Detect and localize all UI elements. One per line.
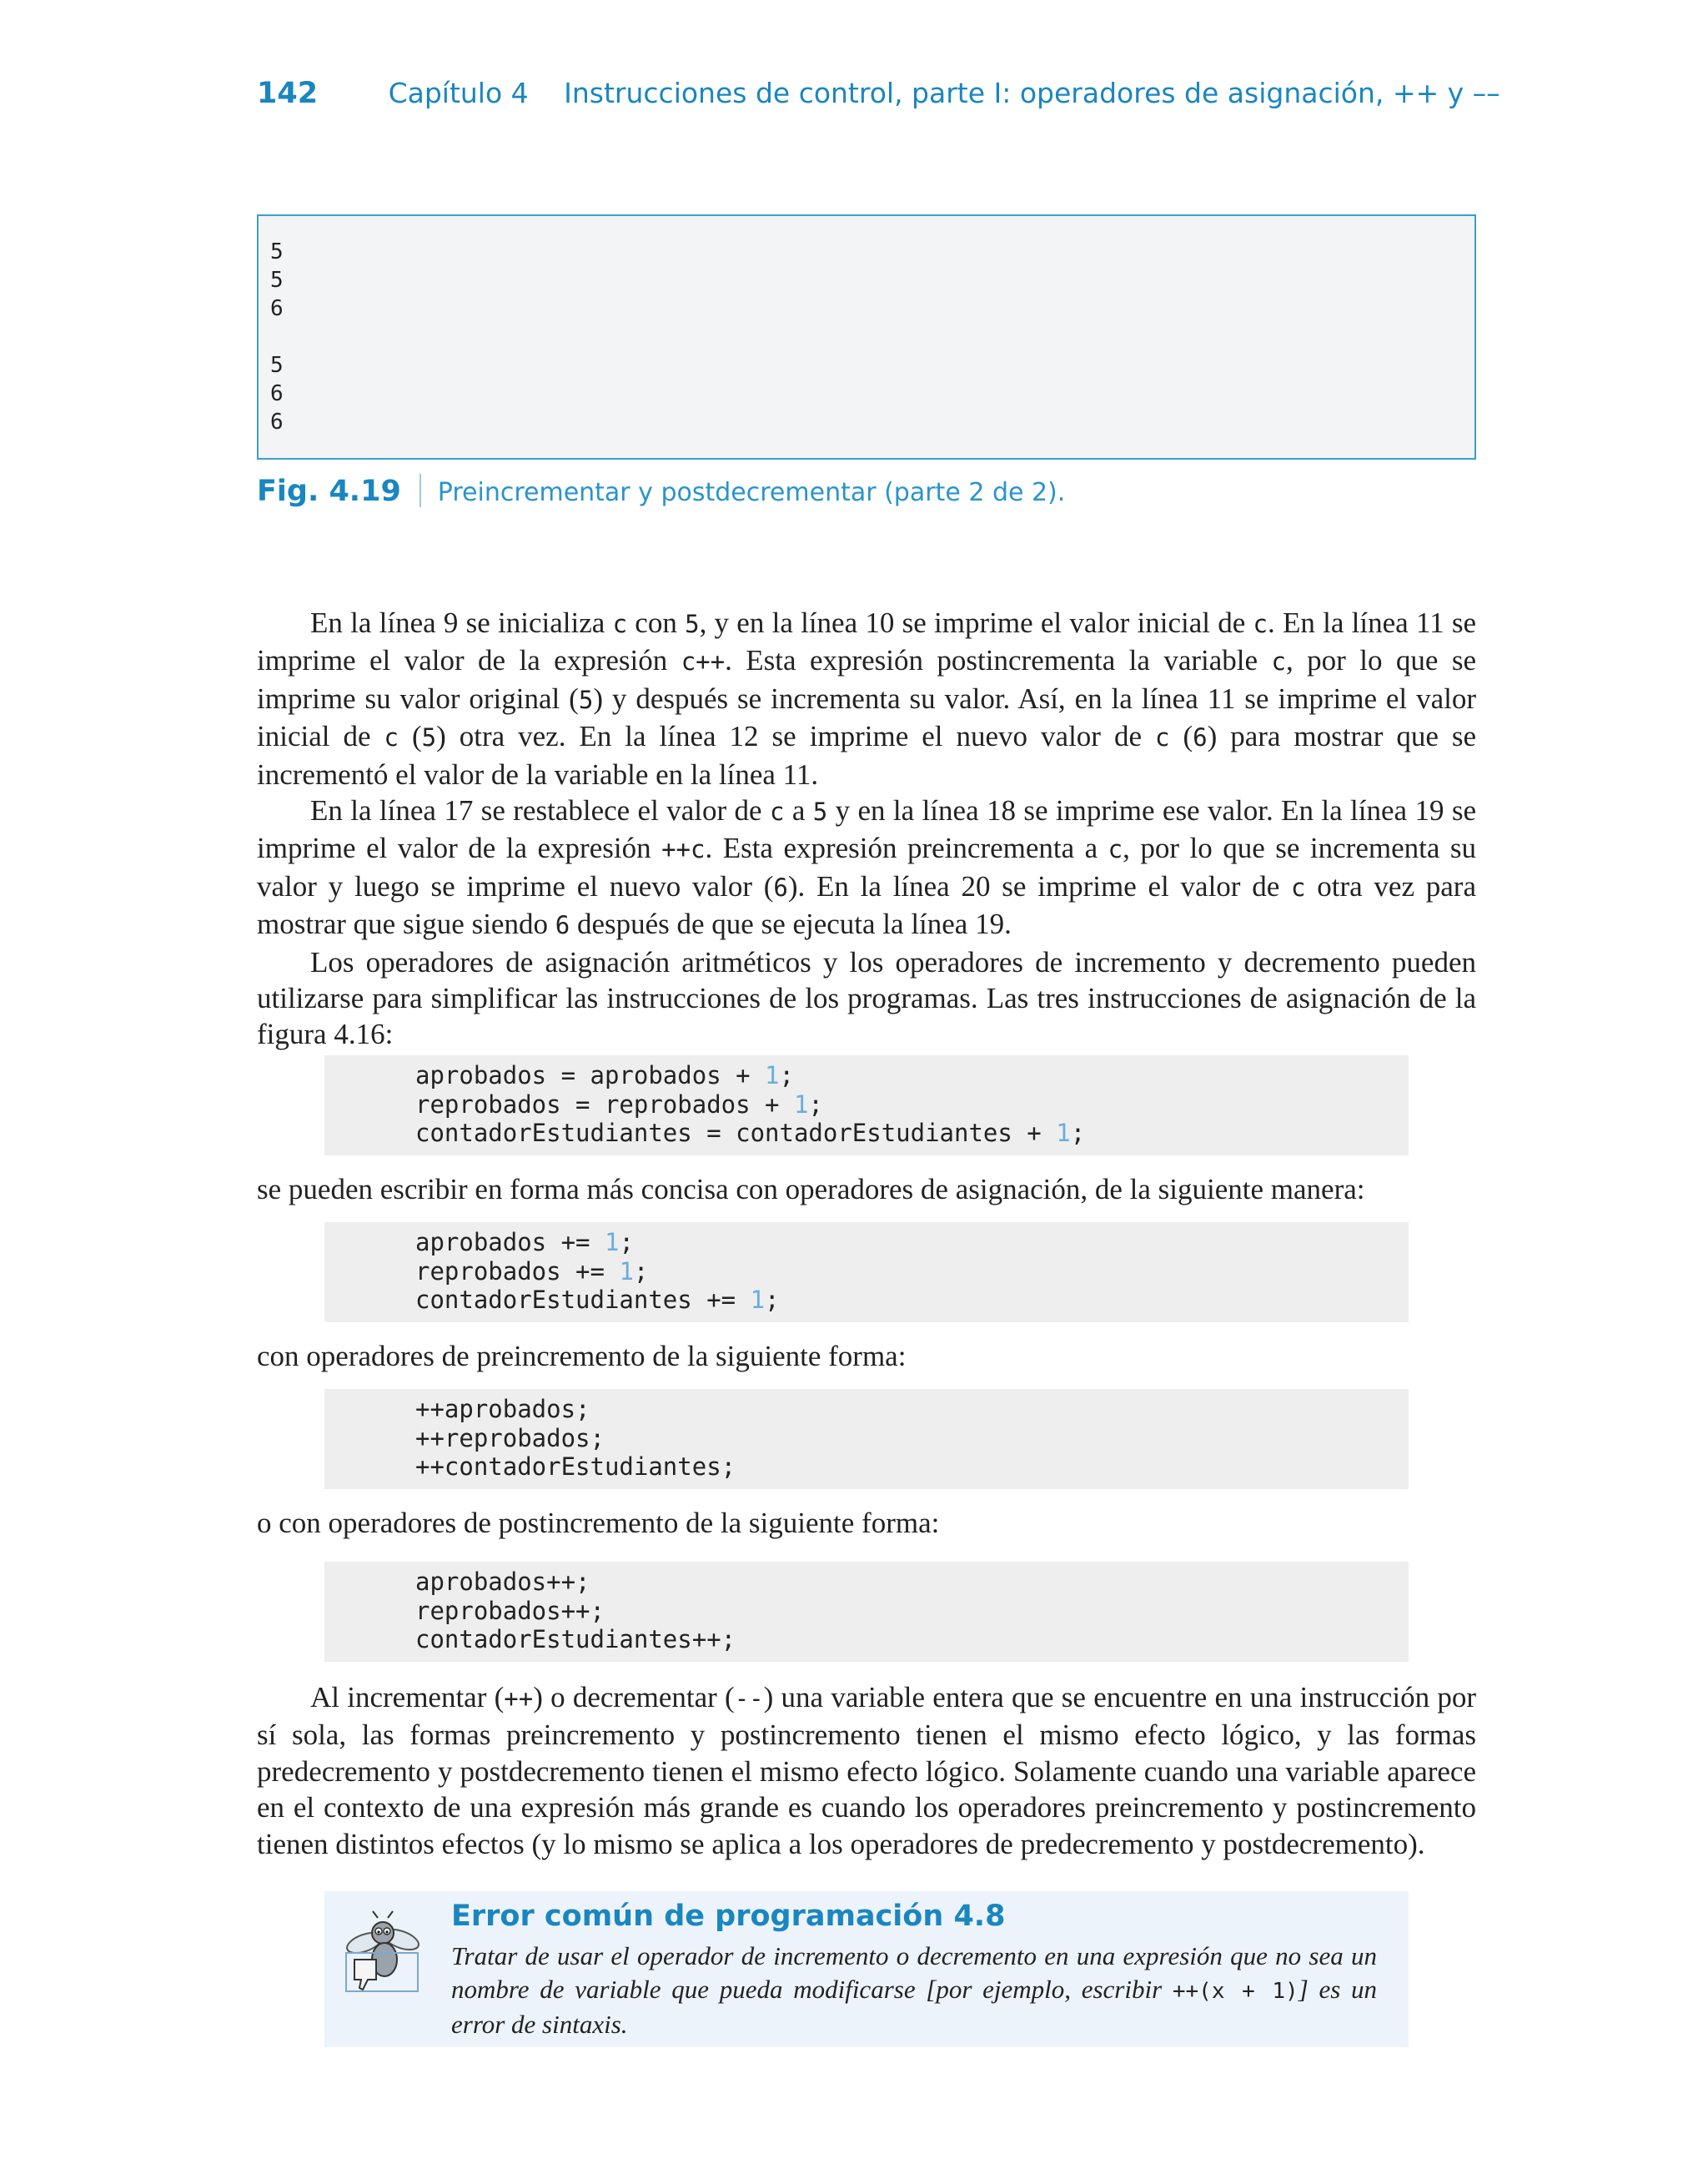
program-output-box <box>257 214 1476 460</box>
common-error-tip <box>324 1891 1409 2047</box>
body-text-block-4 <box>257 1505 1476 1541</box>
paragraph-6: o con operadores de postincremento de la siguiente forma: <box>257 1507 940 1539</box>
figure-caption <box>257 474 1065 508</box>
paragraph-4: se pueden escribir en forma más concisa con operadores de asignación, de la siguiente manera: <box>257 1173 1365 1205</box>
body-text-block-2 <box>257 1171 1476 1207</box>
code-line: aprobados += 1; <box>415 1228 634 1256</box>
paragraph-7: Al incrementar (++) o decrementar (--) una variable entera que se encuentre en una instrucción por sí sola, las formas preincremento y postincremento tienen el mismo efecto lógico, y las formas predecremento y postdecremento tienen el mismo efecto lógico. Solamente cuando una variable aparece en el contexto de una expresión más grande es cuando los operadores preincremento y postincremento tienen distintos efectos (y lo mismo se aplica a los operadores de predecremento y postdecremento). <box>257 1681 1476 1860</box>
tip-title: Error común de programación 4.8 <box>451 1900 1006 1933</box>
code-block-preincrement <box>324 1389 1409 1489</box>
output-line: 6 <box>270 296 284 321</box>
bug-thumbs-down-icon <box>344 1910 419 1993</box>
caption-divider <box>419 474 421 507</box>
paragraph-5: con operadores de preincremento de la siguiente forma: <box>257 1340 907 1372</box>
code-line: contadorEstudiantes = contadorEstudiantes + 1; <box>415 1119 1086 1147</box>
paragraph-3: Los operadores de asignación aritméticos y los operadores de incremento y decremento pueden utilizarse para simplificar las instrucciones de los programas. Las tres instrucciones de asignación de la figura 4.16: <box>257 945 1476 1051</box>
code-line: reprobados++; <box>415 1596 605 1625</box>
code-line: contadorEstudiantes += 1; <box>415 1286 780 1314</box>
output-line: 5 <box>270 239 284 264</box>
output-line: 6 <box>270 410 284 435</box>
code-line: reprobados += 1; <box>415 1256 649 1286</box>
body-text-block-3 <box>257 1338 1476 1374</box>
output-line: 5 <box>270 268 284 293</box>
output-line: 5 <box>270 353 284 378</box>
chapter-label: Capítulo 4 <box>388 77 529 109</box>
code-block-compound-assignment <box>324 1222 1409 1322</box>
figure-label: Fig. 4.19 <box>257 475 401 508</box>
code-line: reprobados = reprobados + 1; <box>415 1090 823 1119</box>
output-line <box>270 323 1474 351</box>
code-block-postincrement <box>324 1562 1409 1662</box>
paragraph-1: En la línea 9 se inicializa c con 5, y en la línea 10 se imprime el valor inicial de c. En la línea 11 se imprime el valor de la expresión c++. Esta expresión postincrementa la variable c, por lo que se imprime su valor original (5) y después se incrementa su valor. Así, en la línea 11 se imprime el valor inicial de c (5) otra vez. En la línea 12 se imprime el nuevo valor de c (6) para mostrar que se incrementó el valor de la variable en la línea 11. <box>257 606 1477 791</box>
code-line: contadorEstudiantes++; <box>415 1625 736 1653</box>
page-header <box>257 77 1500 110</box>
code-line: aprobados = aprobados + 1; <box>415 1061 794 1090</box>
output-line: 6 <box>270 381 284 406</box>
figure-caption-text: Preincrementar y postdecrementar (parte 2 de 2). <box>437 478 1066 507</box>
code-block-assignment <box>324 1055 1409 1155</box>
code-line: aprobados++; <box>415 1568 590 1596</box>
page-number: 142 <box>257 77 319 110</box>
code-line: ++aprobados; <box>415 1395 590 1423</box>
body-text-block-5 <box>257 1679 1476 1862</box>
chapter-title: Instrucciones de control, parte I: operadores de asignación, ++ y –– <box>564 77 1500 109</box>
tip-text: Tratar de usar el operador de incremento o decremento en una expresión que no sea un nombre de variable que pueda modificarse [por ejemplo, escribir ++(x + 1)] es un error de sintaxis. <box>451 1941 1377 2039</box>
code-line: ++reprobados; <box>415 1423 605 1452</box>
paragraph-2: En la línea 17 se restablece el valor de c a 5 y en la línea 18 se imprime ese valor. En la línea 19 se imprime el valor de la expresión ++c. Esta expresión preincrementa a c, por lo que se incrementa su valor y luego se imprime el nuevo valor (6). En la línea 20 se imprime el valor de c otra vez para mostrar que sigue siendo 6 después de que se ejecuta la línea 19. <box>257 794 1476 941</box>
code-line: ++contadorEstudiantes; <box>415 1452 736 1481</box>
body-text-block-1 <box>257 605 1476 1053</box>
